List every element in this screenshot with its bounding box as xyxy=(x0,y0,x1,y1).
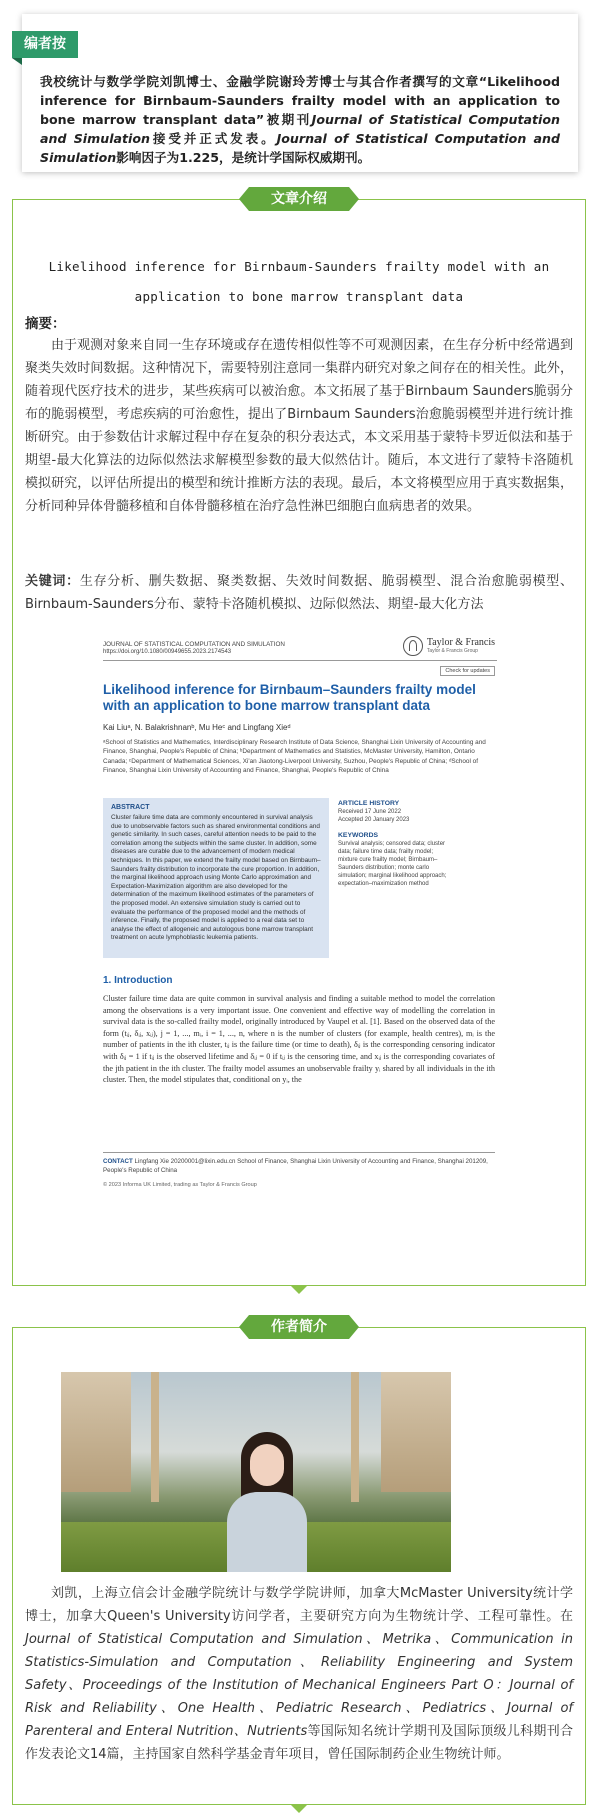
photo-column xyxy=(351,1372,359,1502)
author-bio xyxy=(25,1582,573,1766)
author-section-tag: 作者简介 xyxy=(249,1315,349,1339)
photo-column xyxy=(151,1372,159,1502)
photo-building-left xyxy=(61,1372,131,1492)
paper-abstract-box xyxy=(103,798,329,958)
editor-note-journal: Journal of Statistical Computation and Simulation xyxy=(40,112,560,146)
editor-note-journal-2: Journal of Statistical Computation and Simulation xyxy=(40,131,561,165)
article-section-tag: 文章介绍 xyxy=(249,187,349,211)
editor-note-text xyxy=(40,72,560,167)
paper-screenshot xyxy=(95,630,505,1250)
paper-article-title: Likelihood inference for Birnbaum–Saunders frailty model with an application to bone marrow transplant data xyxy=(103,682,476,713)
paper-title: Likelihood inference for Birnbaum-Saunders frailty model with an application to bone marrow transplant data xyxy=(48,259,550,304)
contact-text: Lingfang Xie 20200001@lixin.edu.cn School of Finance, Shanghai Lixin University of Accounting and Finance, Shanghai 201209, People's Republic of China xyxy=(103,1158,488,1174)
keywords-text: 生存分析、删失数据、聚类数据、失效时间数据、脆弱模型、混合治愈脆弱模型、Birnbaum-Saunders分布、蒙特卡洛随机模拟、边际似然法、期望-最大化方法 xyxy=(25,574,573,612)
paper-footer-divider xyxy=(103,1152,495,1153)
paper-keywords: Survival analysis; censored data; cluster data; failure time data; frailty model; mixture cure frailty model; Birnbaum–Saunders distribution; monte carlo simulation; marginal likelihood approach; expectation–maximization method xyxy=(338,841,447,887)
contact-label: CONTACT xyxy=(103,1158,133,1165)
editor-note-card xyxy=(22,14,578,172)
check-for-updates-button[interactable]: Check for updates xyxy=(440,666,495,676)
intro-text: Cluster failure time data are quite common in survival analysis and finding a suitable method to model the correlation among the observations is a very important issue. One convenient and effective way of modelling the correlation in survival data is the so-called frailty model, originally introduced by Vaupel et al. [1]. Based on the observed data of the form (tᵢⱼ, δᵢⱼ, xᵢⱼ), j = 1, ..., mᵢ, i = 1, ..., n, where n is the number of clusters (for example, health centres), mᵢ is the number of patients in the ith cluster, tᵢⱼ is the failure time (or time to death), δᵢⱼ is the corresponding censoring indicator with δᵢⱼ = 1 if tᵢⱼ is the observed lifetime and δᵢⱼ = 0 if tᵢⱼ is the censoring time, and xᵢⱼ is the corresponding covariates of the jth patient in the ith cluster. The frailty model assumes an unobservable frailty yᵢ shared by all individuals in the ith cluster. Then, the model stipulates that, conditional on yᵢ, the xyxy=(103,994,495,1085)
paper-abstract-text: Cluster failure time data are commonly encountered in survival analysis due to unobservable factors such as shared environmental conditions and genetic similarity. In such cases, careful attention needs to be paid to the correlation among the subjects within the same cluster. In addition, some diseases are curable due to the advancement of modern medical techniques. In this paper, we extend the frailty model based on Birnbaum–Saunders frailty distribution to incorporate the cure proportion. In addition, the marginal likelihood approach using Monte Carlo approximation and Expectation-Maximization algorithm are also developed for the determination of the maximum likelihood estimates of the parameters of the proposed model. An extensive simulation study is carried out to evaluate the performance of the proposed model and the methods of inference. Finally, the proposed model is applied to a real data set to analyse the effect of allogeneic and autologous bone marrow transplant treatment on acute lymphoblastic leukemia patients. xyxy=(111,814,321,942)
photo-person xyxy=(221,1432,311,1572)
keywords-label: 关键词： xyxy=(25,574,80,589)
editor-note-p1: 我校统计与数学学院刘凯博士、金融学院谢玲芳博士与其合作者撰写的文章“Likelihood inference for Birnbaum-Saunders frailty model with an application to bone marrow transplant data”被期刊 xyxy=(40,74,560,127)
editor-note-badge: 编者按 xyxy=(12,31,78,58)
section-arrow-icon xyxy=(290,1804,308,1813)
photo-building-right xyxy=(381,1372,451,1492)
paper-header-divider xyxy=(103,660,497,661)
paper-sidebar xyxy=(338,800,448,888)
author-photo xyxy=(61,1372,451,1572)
paper-journal-name: JOURNAL OF STATISTICAL COMPUTATION AND SIMULATION xyxy=(103,641,285,648)
received-date: Received 17 June 2022 xyxy=(338,809,402,815)
paper-abstract-heading: ABSTRACT xyxy=(111,804,150,811)
keywords xyxy=(25,570,573,616)
article-history-heading: ARTICLE HISTORY xyxy=(338,800,400,807)
paper-keywords-heading: KEYWORDS xyxy=(338,832,379,839)
photo-face xyxy=(250,1444,284,1486)
paper-contact xyxy=(103,1157,495,1175)
publisher-name: Taylor & Francis xyxy=(426,637,495,648)
accepted-date: Accepted 20 January 2023 xyxy=(338,817,410,823)
paper-doi-link[interactable]: https://doi.org/10.1080/00949655.2023.2174543 xyxy=(103,649,232,655)
abstract-text: 由于观测对象来自同一生存环境或存在遗传相似性等不可观测因素，在生存分析中经常遇到聚类失效时间数据。这种情况下，需要特别注意同一集群内研究对象之间存在的相关性。此外，随着现代医疗技术的进步，某些疾病可以被治愈。本文拓展了基于Birnbaum Saunders脆弱分布的脆弱模型，考虑疾病的可治愈性，提出了Birnbaum Saunders治愈脆弱模型并进行统计推断研究。由于参数估计求解过程中存在复杂的积分表达式，本文采用基于蒙特卡罗近似法和基于期望-最大化算法的边际似然法求解模型参数的最大似然估计。随后，本文进行了蒙特卡洛随机模拟研究，以评估所提出的模型和统计推断方法的表现。最后，本文将模型应用于真实数据集，分析同种异体骨髓移植和自体骨髓移植在治疗急性淋巴细胞白血病患者的效果。 xyxy=(25,338,573,514)
editor-note-p2: 接受并正式发表。 xyxy=(149,131,277,146)
photo-body xyxy=(227,1492,307,1572)
paper-affiliations: ᵃSchool of Statistics and Mathematics, Interdisciplinary Research Institute of Data Science, Shanghai Lixin University of Accounting and Finance, Shanghai, People's Republic of China; ᵇDepartment of Mathematics and Statistics, McMaster University, Hamilton, Ontario Canada; ᶜDepartment of Mathematical Sciences, Xi'an Jiaotong-Liverpool University, Suzhou, People's Republic of China; ᵈSchool of Finance, Shanghai Lixin University of Accounting and Finance, Shanghai, People's Republic of China xyxy=(103,739,486,774)
publisher-logo xyxy=(403,636,495,656)
publisher-sub: Taylor & Francis Group xyxy=(426,648,478,654)
article-section xyxy=(12,191,586,1286)
bio-journals: Journal of Statistical Computation and Simulation、Metrika、Communication in Statistics-Simulation and Computation、Reliability Engineering and System Safety、Proceedings of the Institution of Mechanical Engineers Part O：Journal of Risk and Reliability、One Health、Pediatric Research、Pediatrics、Journal of Parenteral and Enteral Nutrition、Nutrients xyxy=(25,1632,573,1739)
editor-note-p3: 影响因子为1.225，是统计学国际权威期刊。 xyxy=(116,150,371,165)
abstract-label: 摘要： xyxy=(25,316,66,332)
author-section xyxy=(12,1319,586,1805)
paper-copyright: © 2023 Informa UK Limited, trading as Taylor & Francis Group xyxy=(103,1182,257,1188)
intro-heading: 1. Introduction xyxy=(103,975,173,986)
section-arrow-icon xyxy=(290,1285,308,1294)
bio-p1: 刘凯，上海立信会计金融学院统计与数学学院讲师，加拿大McMaster University统计学博士，加拿大Queen's University访问学者，主要研究方向为生物统计学、工程可靠性。在 xyxy=(25,1586,573,1624)
bio-p2: 等国际知名统计学期刊及国际顶级儿科期刊合作发表论文14篇，主持国家自然科学基金青年项目，曾任国际制药企业生物统计师。 xyxy=(25,1724,573,1762)
paper-authors: Kai Liuᵃ, N. Balakrishnanᵇ, Mu Heᶜ and Lingfang Xieᵈ xyxy=(103,723,291,732)
publisher-lamp-icon xyxy=(403,636,423,656)
